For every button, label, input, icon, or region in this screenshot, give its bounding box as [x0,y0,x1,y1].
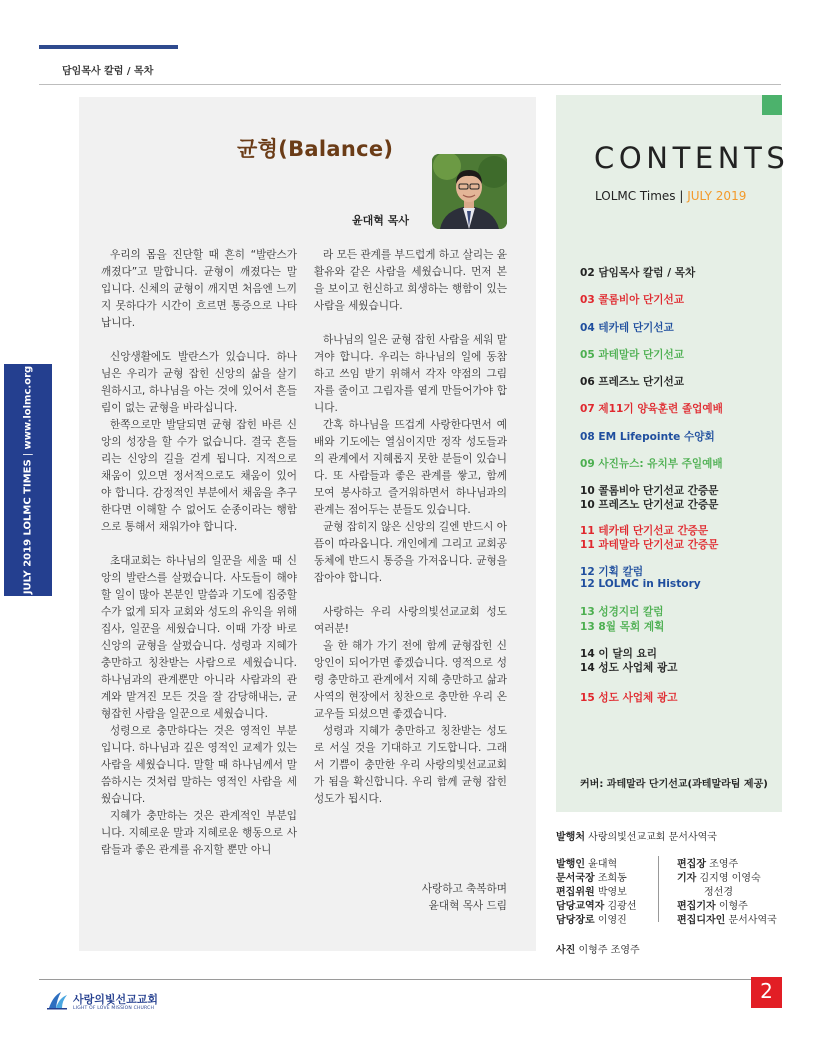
article-left-column [101,247,297,859]
toc-item[interactable]: 14 성도 사업체 광고 [580,662,678,674]
toc-item[interactable]: 13 성경지리 칼럼 [580,606,664,618]
contents-title: CONTENTS [594,141,790,175]
article-right-column [314,247,507,808]
toc-item[interactable]: 12 기획 칼럼 [580,566,644,578]
author-photo [432,154,507,229]
toc-item[interactable]: 14 이 달의 요리 [580,648,657,660]
article-paragraph: 올 한 해가 가기 전에 함께 균형잡힌 신앙인이 되어가면 좋겠습니다. 영적으로 성령 충만하고 관계에서 지혜 충만하고 삶과 사역의 현장에서 칭찬으로 충만한 우리 온 교우들 되셨으면 좋겠습니다. [314,640,507,720]
side-tab-text: JULY 2019 LOLMC TIMES | www.lolmc.org [22,365,34,595]
toc-item[interactable]: 11 테카테 단기선교 간증문 [580,525,709,537]
toc-item[interactable]: 10 프레즈노 단기선교 간증문 [580,499,719,511]
cover-caption: 커버: 과테말라 단기선교(과테말라팀 제공) [580,779,768,790]
toc-item[interactable]: 08 EM Lifepointe 수양회 [580,431,715,443]
article-paragraph: 초대교회는 하나님의 일꾼을 세울 때 신앙의 발란스를 살폈습니다. 사도들이 해야 할 일이 많아 본분인 말씀과 기도에 집중할 수가 없게 되자 교회와 성도의 유익을 위해 집사, 일꾼을 세웠습니다. 이때 가장 바로 신앙의 균형을 살폈습니다. 성령과 지혜가 충만하고 칭찬받는 사람으로 세웠습니다. 하나님과의 관계뿐만 아니라 사람과의 관계와 맡겨진 모든 것을 잘 감당해내는, 균형잡힌 사람을 일꾼으로 세웠습니다. [101,555,297,720]
credit-line: 담당교역자 김광선 [556,901,637,912]
footer-divider [39,979,781,980]
closing-greeting: 사랑하고 축복하며 [421,883,507,895]
contents-accent-square [762,95,782,115]
credit-line: 편집디자인 문서사역국 [677,915,777,926]
toc-item[interactable]: 12 LOLMC in History [580,578,701,590]
article-paragraph: 하나님의 일은 균형 잡힌 사람을 세워 맡겨야 합니다. 우리는 하나님의 일에 동참하고 쓰임 받기 위해서 각자 약점의 그림자를 줄이고 그림자를 옅게 만들어가야 합니다. [314,334,507,414]
credit-line: 편집장 조영주 [677,859,739,870]
toc-item[interactable]: 15 성도 사업체 광고 [580,692,678,704]
article-title: 균형(Balance) [237,137,394,161]
toc-item[interactable]: 10 콜롬비아 단기선교 간증문 [580,485,719,497]
article-paragraph: 간혹 하나님을 뜨겁게 사랑한다면서 예배와 기도에는 열심이지만 정작 성도들과의 관계에서 지혜롭지 못한 분들이 있습니다. 또 사람들과 좋은 관계를 쌓고, 함께 모여 봉사하고 즐거워하면서 하나님과의 관계는 점어두는 분들도 있습니다. [314,419,507,516]
paragraph-gap [101,332,297,349]
toc-item[interactable]: 03 콜롬비아 단기선교 [580,294,684,306]
credit-line: 기자 김지영 이영숙 [677,873,761,884]
article-author: 윤대혁 목사 [352,214,409,227]
church-logo-icon [45,990,71,1010]
toc-item[interactable]: 07 제11기 양육훈련 졸업예배 [580,403,723,415]
credit-line: 정선경 [704,887,733,898]
article-paragraph: 신앙생활에도 발란스가 있습니다. 하나님은 우리가 균형 잡힌 신앙의 삶을 살기 원하시고, 하나님을 아는 것에 있어서 흔들림이 없는 균형을 바라십니다. [101,351,297,414]
page-number: 2 [760,979,773,1003]
contents-subtitle: LOLMC Times | JULY 2019 [595,189,747,203]
article-paragraph: 라 모든 관계를 부드럽게 하고 살리는 윤활유와 같은 사람을 세웠습니다. 먼저 본을 보이고 헌신하고 희생하는 행함이 있는 사람을 세웠습니다. [314,249,507,312]
article-paragraph: 성령으로 충만하다는 것은 영적인 부분입니다. 하나님과 깊은 영적인 교제가 있는 사람을 세웠습니다. 말할 때 하나님께서 말씀하시는 것처럼 말하는 영적인 사람을 세웠습니다. [101,725,297,805]
credit-line: 편집위원 박영보 [556,887,627,898]
credit-line: 담당장로 이영진 [556,915,627,926]
paragraph-gap [101,536,297,553]
top-accent-rule [39,45,178,49]
church-logo-name: 사랑의빛선교교회 [73,993,159,1006]
toc-item[interactable]: 04 테카테 단기선교 [580,322,674,334]
portrait-image [432,154,507,229]
church-logo-subtitle: LIGHT OF LOVE MISSION CHURCH [73,1006,155,1011]
photo-credit: 사진 이형주 조영주 [556,945,640,956]
credit-line: 편집기자 이형주 [677,901,748,912]
closing-signature: 윤대혁 목사 드림 [428,900,507,912]
toc-item[interactable]: 05 과테말라 단기선교 [580,349,684,361]
toc-item[interactable]: 11 과테말라 단기선교 간증문 [580,539,719,551]
credit-line: 발행인 윤대혁 [556,859,618,870]
toc-item[interactable]: 13 8월 목회 계획 [580,621,665,633]
section-header: 담임목사 칼럼 / 목차 [62,66,154,77]
toc-item[interactable]: 06 프레즈노 단기선교 [580,376,684,388]
paragraph-gap [314,587,507,604]
article-paragraph: 우리의 몸을 진단할 때 흔히 “발란스가 깨졌다”고 말합니다. 균형이 깨졌다는 말입니다. 신체의 균형이 깨지면 처음엔 느끼지 못하다가 시간이 흐르면 통증으로 나타납니다. [101,249,297,329]
article-paragraph: 지혜가 충만하는 것은 관계적인 부분입니다. 지혜로운 말과 지혜로운 행동으로 사람들과 좋은 관계를 유지할 뿐만 아니 [101,810,297,856]
article-paragraph: 균형 잡히지 않은 신앙의 길엔 반드시 아픔이 따라옵니다. 개인에게 그리고 교회공동체에 반드시 통증을 가져옵니다. 균형을 잡아야 합니다. [314,521,507,584]
credit-line: 문서국장 조희동 [556,873,627,884]
article-paragraph: 성령과 지혜가 충만하고 칭찬받는 성도로 서실 것을 기대하고 기도합니다. 그래서 기쁨이 충만한 우리 사랑의빛선교교회가 됨을 확신합니다. 우리 함께 균형 잡힌 성도가 됩시다. [314,725,507,805]
toc-item[interactable]: 02 담임목사 칼럼 / 목차 [580,267,696,279]
header-divider [39,84,781,85]
paragraph-gap [314,315,507,332]
article-paragraph: 한쪽으로만 발달되면 균형 잡힌 바른 신앙의 성장을 할 수가 없습니다. 결국 흔들리는 신앙의 길을 걷게 됩니다. 지적으로 채움이 있으면 정서적으로도 채움이 있어야 합니다. 감정적인 부분에서 채움을 추구한다면 이해할 수 없어도 순종이라는 행함으로 통해서 채워가야 합니다. [101,419,297,533]
credits-divider [658,856,659,922]
article-paragraph: 사랑하는 우리 사랑의빛선교교회 성도 여러분! [314,606,507,635]
publisher-line: 발행처 사랑의빛선교교회 문서사역국 [556,832,717,843]
toc-item[interactable]: 09 사진뉴스: 유치부 주일예배 [580,458,723,470]
